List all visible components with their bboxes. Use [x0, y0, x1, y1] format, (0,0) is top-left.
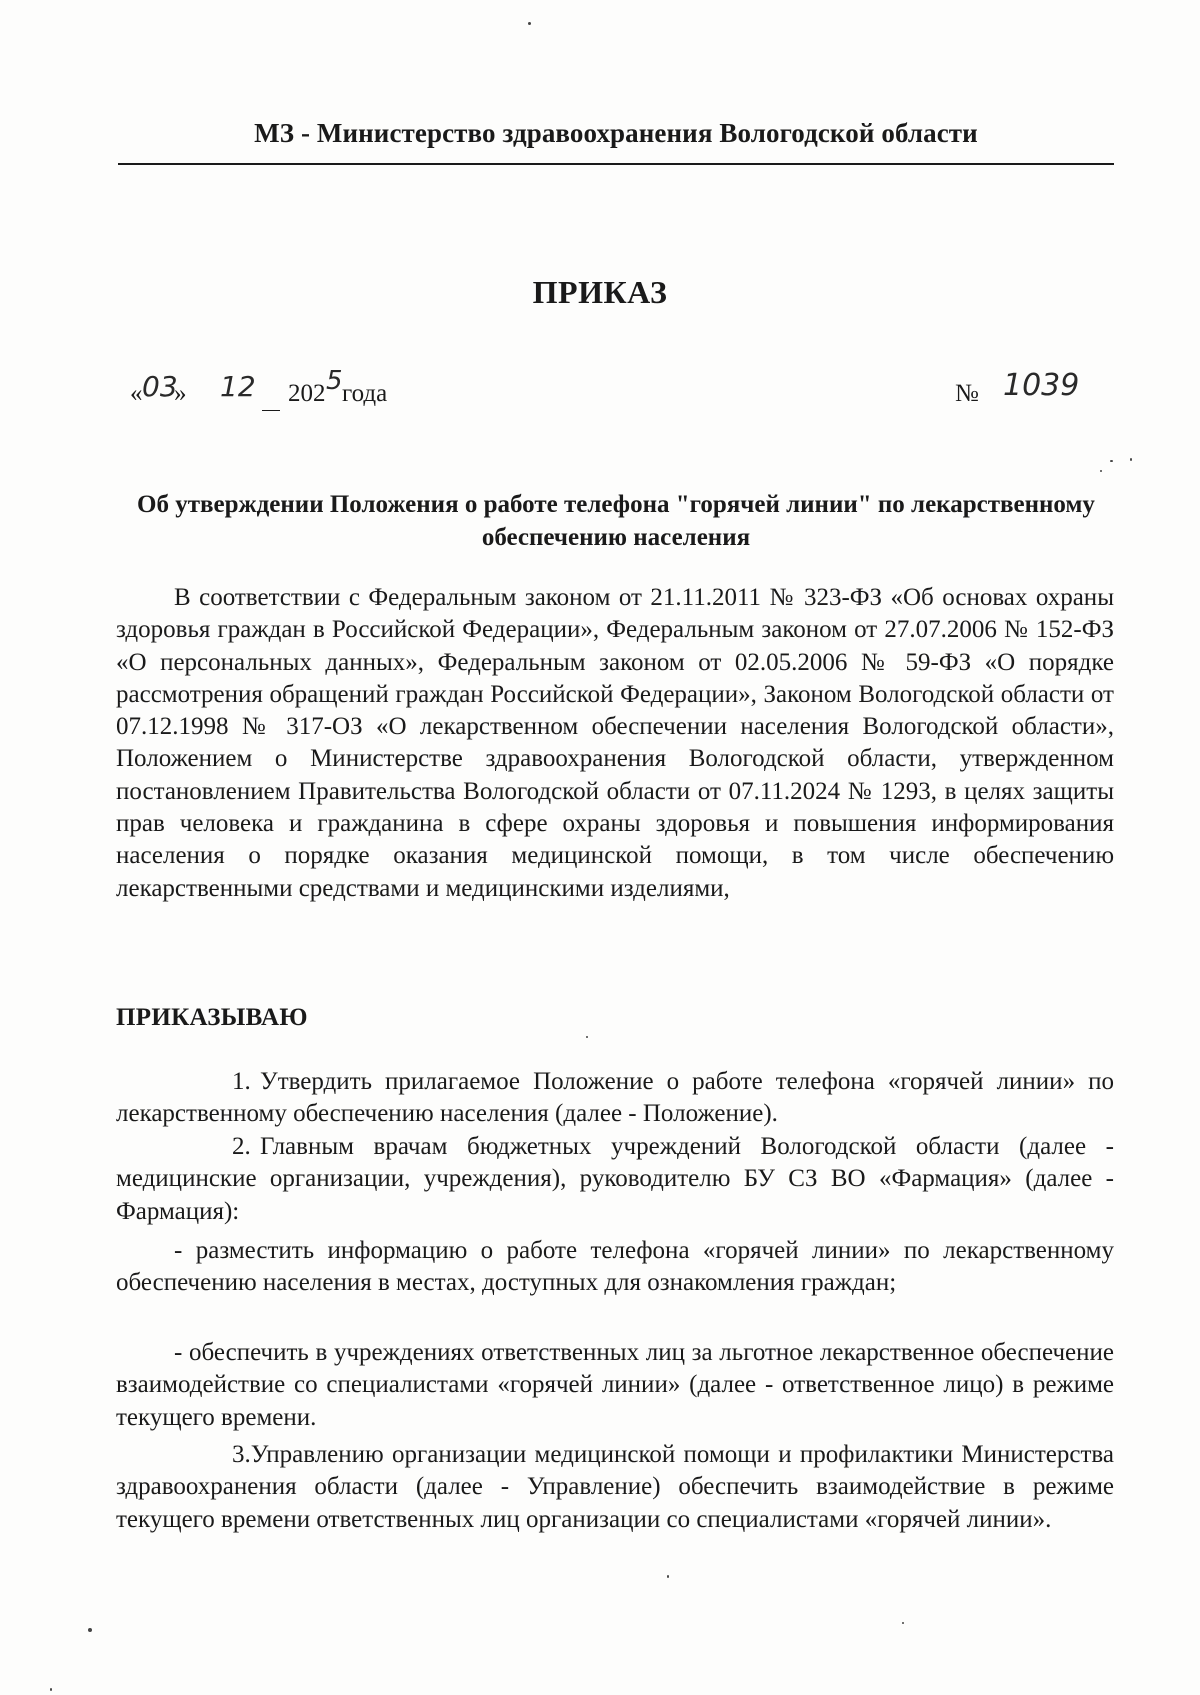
date-year-suffix: года — [342, 380, 388, 407]
scan-speck — [528, 22, 531, 25]
subitem-1: - разместить информацию о работе телефона «горячей линии» по лекарственному обеспечению населения в местах, доступных для ознакомления граждан; — [116, 1237, 1114, 1297]
date-month: 12 — [220, 370, 256, 403]
item-3 — [116, 1439, 1114, 1536]
scan-speck — [88, 1628, 92, 1632]
item-1-text: Утвердить прилагаемое Положение о работе телефона «горячей линии» по лекарственному обеспечению населения (далее - Положение). — [116, 1068, 1114, 1128]
item-2-text: Главным врачам бюджетных учреждений Вологодской области (далее - медицинские организации, учреждения), руководителю БУ СЗ ВО «Фармация» (далее - Фармация): — [116, 1133, 1114, 1225]
item-2 — [116, 1131, 1114, 1228]
document-title: ПРИКАЗ — [532, 274, 668, 310]
scan-speck — [586, 1036, 588, 1038]
scan-speck — [1100, 470, 1102, 472]
order-subject: Об утверждении Положения о работе телефона "горячей линии" по лекарственному обеспечению населения — [137, 491, 1095, 551]
scan-speck — [1130, 458, 1132, 461]
date-close-quote: » — [174, 380, 187, 407]
order-heading: ПРИКАЗЫВАЮ — [116, 1004, 308, 1031]
item-3-number: 3. — [232, 1441, 251, 1468]
number-label: № — [955, 380, 979, 407]
date-year-prefix: 202 — [288, 380, 326, 407]
date-month-underline — [262, 410, 280, 411]
date-open-quote: « — [130, 380, 143, 407]
order-number — [955, 368, 1115, 420]
scan-speck — [50, 1688, 52, 1691]
number-value: 1039 — [1003, 368, 1080, 403]
header-divider — [118, 163, 1114, 165]
scan-speck — [902, 1622, 904, 1624]
subitem-2: - обеспечить в учреждениях ответственных лиц за льготное лекарственное обеспечение взаимодействие со специалистами «горячей линии» (далее - ответственное лицо) в режиме текущего времени. — [116, 1339, 1114, 1431]
organization-header: МЗ - Министерство здравоохранения Вологодской области — [254, 118, 978, 148]
item-2-number: 2. — [232, 1133, 251, 1160]
scan-speck — [1110, 460, 1113, 462]
order-date — [130, 366, 550, 420]
item-1 — [116, 1066, 1114, 1131]
date-year-digit: 5 — [326, 366, 343, 396]
item-3-text: Управлению организации медицинской помощи и профилактики Министерства здравоохранения области (далее - Управление) обеспечить взаимодействие в режиме текущего времени ответственных лиц организации со специалистами «горячей линии». — [116, 1441, 1114, 1533]
date-day: 03 — [142, 370, 178, 403]
preamble-paragraph: В соответствии с Федеральным законом от 21.11.2011 № 323-ФЗ «Об основах охраны здоровья граждан в Российской Федерации», Федеральным законом от 27.07.2006 № 152-ФЗ «О персональных данных», Федеральным законом от 02.05.2006 № 59-ФЗ «О порядке рассмотрения обращений граждан Российской Федерации», Законом Вологодской области от 07.12.1998 № 317-ОЗ «О лекарственном обеспечении населения Вологодской области», Положением о Министерстве здравоохранения Вологодской области, утвержденном постановлением Правительства Вологодской области от 07.11.2024 № 1293, в целях защиты прав человека и гражданина в сфере охраны здоровья и повышения информирования населения о порядке оказания медицинской помощи, в том числе обеспечению лекарственными средствами и медицинскими изделиями, — [116, 584, 1114, 902]
item-1-number: 1. — [232, 1068, 251, 1095]
scan-speck — [667, 1575, 669, 1578]
